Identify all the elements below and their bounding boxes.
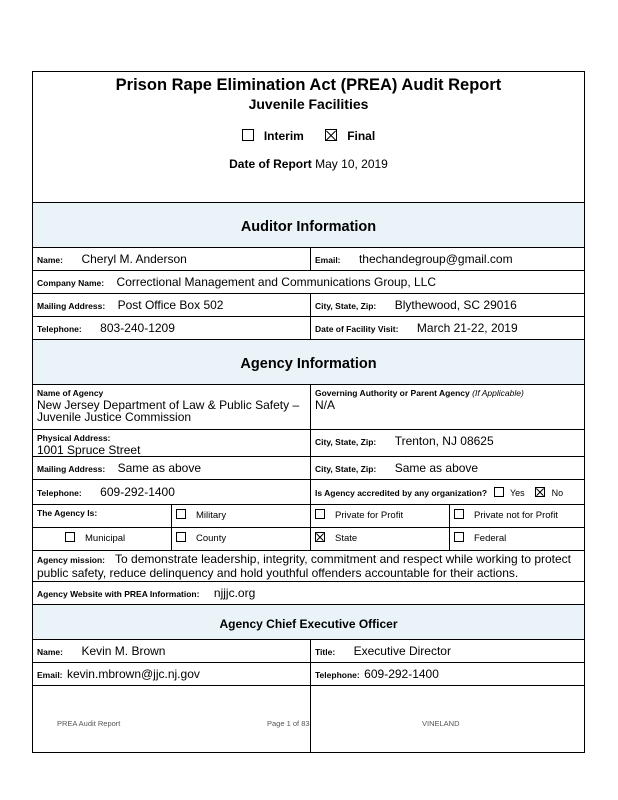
auditor-name-label: Name: xyxy=(37,255,63,265)
auditor-mailing-field xyxy=(33,294,310,316)
ceo-title-label: Title: xyxy=(315,647,336,657)
agency-phone-field xyxy=(33,480,310,504)
auditor-csz-label: City, State, Zip: xyxy=(315,301,377,311)
state-checkbox[interactable] xyxy=(315,532,325,542)
footer-left: PREA Audit Report xyxy=(57,719,121,728)
type-private-nonprofit-option[interactable] xyxy=(449,505,584,527)
accredited-yes-label: Yes xyxy=(510,488,525,498)
agency-csz2-value: Same as above xyxy=(394,461,479,475)
report-title-block xyxy=(33,72,584,202)
ceo-phone-label: Telephone: xyxy=(315,670,360,680)
agency-name-value: New Jersey Department of Law & Public Safety – Juvenile Justice Commission xyxy=(37,398,300,424)
type-federal-option[interactable] xyxy=(449,528,584,550)
date-of-report xyxy=(37,157,580,171)
auditor-visit-field xyxy=(310,317,584,339)
auditor-mailing-label: Mailing Address: xyxy=(37,301,106,311)
private-profit-label: Private for Profit xyxy=(335,510,404,521)
county-checkbox[interactable] xyxy=(176,532,186,542)
auditor-name-value: Cheryl M. Anderson xyxy=(81,252,187,266)
agency-csz2-field xyxy=(310,457,584,479)
auditor-phone-label: Telephone: xyxy=(37,324,82,334)
type-military-option[interactable] xyxy=(171,505,310,527)
auditor-phone-value: 803-240-1209 xyxy=(100,321,175,335)
governing-authority-field xyxy=(310,385,584,429)
agency-website-label: Agency Website with PREA Information: xyxy=(37,589,200,599)
agency-csz-field xyxy=(310,430,584,456)
agency-mailing-label: Mailing Address: xyxy=(37,464,106,474)
agency-type-label: The Agency Is: xyxy=(37,508,98,518)
ceo-section-header: Agency Chief Executive Officer xyxy=(33,605,584,639)
governing-authority-label xyxy=(315,387,580,399)
auditor-company-field xyxy=(33,271,584,293)
private-nonprofit-checkbox[interactable] xyxy=(454,509,464,519)
auditor-visit-value: March 21-22, 2019 xyxy=(416,321,518,335)
final-option[interactable] xyxy=(325,129,375,143)
footer-page-number: Page 1 of 83 xyxy=(267,719,310,728)
type-private-profit-option[interactable] xyxy=(310,505,449,527)
ceo-phone-value: 609-292-1400 xyxy=(364,667,439,681)
governing-authority-value: N/A xyxy=(315,398,336,412)
agency-mission-label: Agency mission: xyxy=(37,555,106,565)
agency-mission-value: To demonstrate leadership, integrity, commitment and respect while working to protect public safety, reduce delinquency and hold youthful offenders accountable for their actions. xyxy=(37,552,572,580)
private-nonprofit-label: Private not for Profit xyxy=(474,510,558,521)
military-checkbox[interactable] xyxy=(176,509,186,519)
auditor-email-field xyxy=(310,248,584,270)
federal-checkbox[interactable] xyxy=(454,532,464,542)
date-label: Date of Report xyxy=(229,157,312,171)
auditor-csz-field xyxy=(310,294,584,316)
federal-label: Federal xyxy=(474,533,507,544)
auditor-email-value: thechandegroup@gmail.com xyxy=(358,252,513,266)
footer-right: VINELAND xyxy=(422,719,460,728)
state-label: State xyxy=(335,533,358,544)
type-county-option[interactable] xyxy=(171,528,310,550)
agency-physical-label: Physical Address: xyxy=(37,433,111,443)
county-label: County xyxy=(196,533,227,544)
agency-section-header: Agency Information xyxy=(33,340,584,384)
auditor-company-value: Correctional Management and Communications Group, LLC xyxy=(116,275,437,289)
date-value: May 10, 2019 xyxy=(315,157,388,171)
agency-mailing-value: Same as above xyxy=(117,461,202,475)
auditor-visit-label: Date of Facility Visit: xyxy=(315,324,399,334)
accreditation-field xyxy=(310,480,584,504)
municipal-checkbox[interactable] xyxy=(65,532,75,542)
governing-authority-note: (If Applicable) xyxy=(472,388,524,398)
accredited-no-checkbox[interactable] xyxy=(535,487,545,497)
auditor-name-field xyxy=(33,248,310,270)
ceo-name-label: Name: xyxy=(37,647,63,657)
agency-name-label: Name of Agency xyxy=(37,388,104,398)
agency-csz2-label: City, State, Zip: xyxy=(315,464,377,474)
accredited-no-label: No xyxy=(551,488,564,498)
interim-checkbox[interactable] xyxy=(242,129,254,141)
ceo-email-field xyxy=(33,663,310,685)
ceo-name-value: Kevin M. Brown xyxy=(81,644,166,658)
interim-label: Interim xyxy=(263,129,304,143)
type-municipal-option[interactable] xyxy=(33,528,171,550)
agency-physical-value: 1001 Spruce Street xyxy=(37,443,141,456)
auditor-phone-field xyxy=(33,317,310,339)
final-checkbox[interactable] xyxy=(325,129,337,141)
agency-website-value: njjjc.org xyxy=(213,586,256,600)
ceo-title-value: Executive Director xyxy=(353,644,451,658)
military-label: Military xyxy=(196,510,227,521)
auditor-csz-value: Blythewood, SC 29016 xyxy=(394,298,517,312)
report-type-options xyxy=(37,129,580,143)
accredited-yes-checkbox[interactable] xyxy=(494,487,504,497)
report-title: Prison Rape Elimination Act (PREA) Audit Report xyxy=(115,76,502,94)
ceo-title-field xyxy=(310,640,584,662)
audit-report-form xyxy=(32,71,585,753)
municipal-label: Municipal xyxy=(85,533,126,544)
ceo-name-field xyxy=(33,640,310,662)
auditor-email-label: Email: xyxy=(315,255,341,265)
agency-phone-label: Telephone: xyxy=(37,488,82,498)
agency-physical-field xyxy=(33,430,310,456)
auditor-section-header: Auditor Information xyxy=(33,203,584,247)
auditor-company-label: Company Name: xyxy=(37,278,105,288)
ceo-email-value: kevin.mbrown@jjc.nj.gov xyxy=(66,667,200,681)
agency-phone-value: 609-292-1400 xyxy=(100,485,175,499)
ceo-email-label: Email: xyxy=(37,670,63,680)
agency-name-field xyxy=(33,385,310,429)
report-subtitle: Juvenile Facilities xyxy=(248,96,369,112)
ceo-phone-field xyxy=(310,663,584,685)
type-state-option[interactable] xyxy=(310,528,449,550)
governing-authority-label-text: Governing Authority or Parent Agency xyxy=(315,388,470,398)
agency-type-label-cell xyxy=(33,505,171,527)
agency-mailing-field xyxy=(33,457,310,479)
agency-mission-field xyxy=(33,551,584,581)
agency-csz-value: Trenton, NJ 08625 xyxy=(394,434,494,448)
agency-csz-label: City, State, Zip: xyxy=(315,437,377,447)
agency-website-field xyxy=(33,582,584,604)
final-label: Final xyxy=(347,129,376,143)
accreditation-label: Is Agency accredited by any organization? xyxy=(315,488,488,498)
private-profit-checkbox[interactable] xyxy=(315,509,325,519)
interim-option[interactable] xyxy=(242,129,307,143)
auditor-mailing-value: Post Office Box 502 xyxy=(117,298,224,312)
